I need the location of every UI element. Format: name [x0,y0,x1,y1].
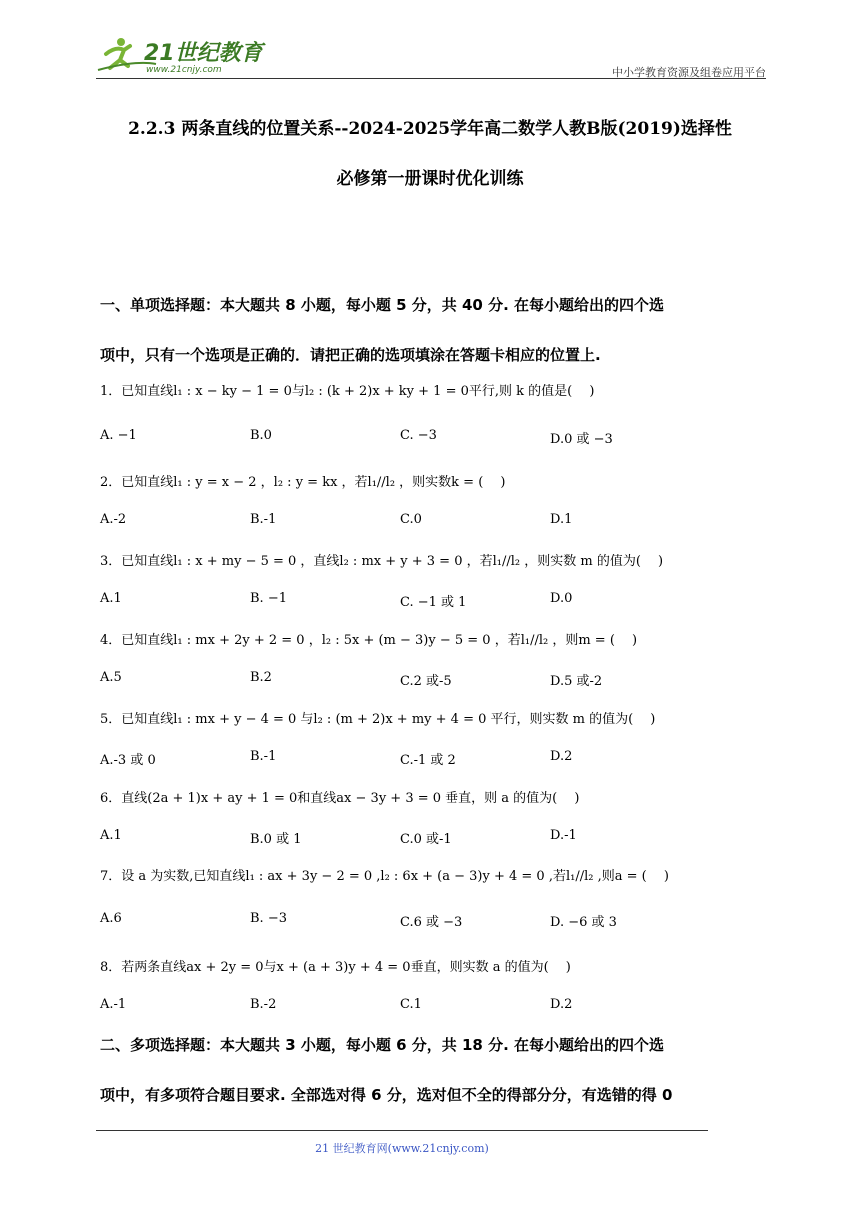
question-8-options [100,997,700,1017]
question-4-stem: 4．已知直线l₁ : mx + 2y + 2 = 0 ，l₂ : 5x + (m − 3)y − 5 = 0 ，若l₁//l₂ ，则m = ( ) [100,633,638,648]
option-b[interactable]: B.2 [250,670,272,685]
question-3-options [100,591,700,611]
question-5-stem: 5．已知直线l₁ : mx + y − 4 = 0 与l₂ : (m + 2)x + my + 4 = 0 平行，则实数 m 的值为( ) [100,712,656,727]
option-c[interactable]: C.6 或 −3 [400,915,463,930]
option-b[interactable]: B. −3 [250,911,287,926]
section-1-line-2: 项中，只有一个选项是正确的．请把正确的选项填涂在答题卡相应的位置上. [100,346,601,364]
option-a[interactable]: A.-3 或 0 [100,753,156,768]
question-4-options [100,670,700,690]
title-line-1: 2.2.3 两条直线的位置关系--2024-2025学年高二数学人教B版(2019)选择性 [128,119,732,139]
logo-text: 21世纪教育 [144,41,263,66]
section-2-line-2: 项中，有多项符合题目要求. 全部选对得 6 分，选对但不全的得部分分，有选错的得 0 [100,1086,673,1104]
option-a[interactable]: A.5 [100,670,122,685]
section-1-heading [100,280,765,380]
question-3-stem: 3．已知直线l₁ : x + my − 5 = 0 ，直线l₂ : mx + y + 3 = 0 ，若l₁//l₂ ，则实数 m 的值为( ) [100,554,664,569]
section-2-heading [100,1020,765,1120]
question-6-stem: 6．直线(2a + 1)x + ay + 1 = 0和直线ax − 3y + 3 = 0 垂直，则 a 的值为( ) [100,791,580,806]
option-b[interactable]: B.-2 [250,997,277,1012]
question-2-stem: 2．已知直线l₁ : y = x − 2 ，l₂ : y = kx ，若l₁//l₂ ，则实数k = ( ) [100,475,506,490]
site-name: 中小学教育资源及组卷应用平台 [612,66,766,79]
option-c[interactable]: C.0 或-1 [400,832,452,847]
question-6-options [100,828,700,848]
title-line-2: 必修第一册课时优化训练 [336,169,524,189]
option-d[interactable]: D.0 或 −3 [550,432,613,447]
option-a[interactable]: A.1 [100,828,122,843]
option-c[interactable]: C. −1 或 1 [400,595,467,610]
option-b[interactable]: B.0 或 1 [250,832,302,847]
option-c[interactable]: C. −3 [400,428,437,443]
option-c[interactable]: C.1 [400,997,422,1012]
question-1-stem: 1．已知直线l₁ : x − ky − 1 = 0与l₂ : (k + 2)x + ky + 1 = 0平行,则 k 的值是( ) [100,384,595,399]
option-c[interactable]: C.-1 或 2 [400,753,456,768]
page-footer[interactable]: 21 世纪教育网(www.21cnjy.com) [315,1142,489,1155]
option-a[interactable]: A.-1 [100,997,127,1012]
option-a[interactable]: A.6 [100,911,122,926]
option-d[interactable]: D.1 [550,512,573,527]
option-c[interactable]: C.2 或-5 [400,674,452,689]
option-d[interactable]: D.5 或-2 [550,674,603,689]
question-8-stem: 8．若两条直线ax + 2y = 0与x + (a + 3)y + 4 = 0垂直，则实数 a 的值为( ) [100,960,571,975]
option-b[interactable]: B. −1 [250,591,287,606]
logo-url: www.21cnjy.com [146,65,222,75]
logo [96,34,266,76]
option-a[interactable]: A.-2 [100,512,127,527]
option-d[interactable]: D.0 [550,591,573,606]
option-a[interactable]: A. −1 [100,428,137,443]
question-1-options [100,428,700,448]
section-1-line-1: 一、单项选择题：本大题共 8 小题，每小题 5 分，共 40 分. 在每小题给出的四个选 [100,296,665,314]
option-d[interactable]: D.-1 [550,828,577,843]
option-b[interactable]: B.-1 [250,749,277,764]
question-5-options [100,749,700,769]
option-b[interactable]: B.-1 [250,512,277,527]
header-divider [96,78,766,79]
section-2-line-1: 二、多项选择题：本大题共 3 小题，每小题 6 分，共 18 分. 在每小题给出的四个选 [100,1036,665,1054]
page-title [80,104,780,204]
question-7-stem: 7．设 a 为实数,已知直线l₁ : ax + 3y − 2 = 0 ,l₂ : 6x + (a − 3)y + 4 = 0 ,若l₁//l₂ ,则a = ( ) [100,869,669,884]
option-a[interactable]: A.1 [100,591,122,606]
option-d[interactable]: D. −6 或 3 [550,915,617,930]
question-2-options [100,512,700,532]
option-d[interactable]: D.2 [550,749,573,764]
option-b[interactable]: B.0 [250,428,272,443]
page-header [96,30,766,80]
option-d[interactable]: D.2 [550,997,573,1012]
footer-divider [96,1130,708,1131]
option-c[interactable]: C.0 [400,512,422,527]
question-7-options [100,911,700,931]
